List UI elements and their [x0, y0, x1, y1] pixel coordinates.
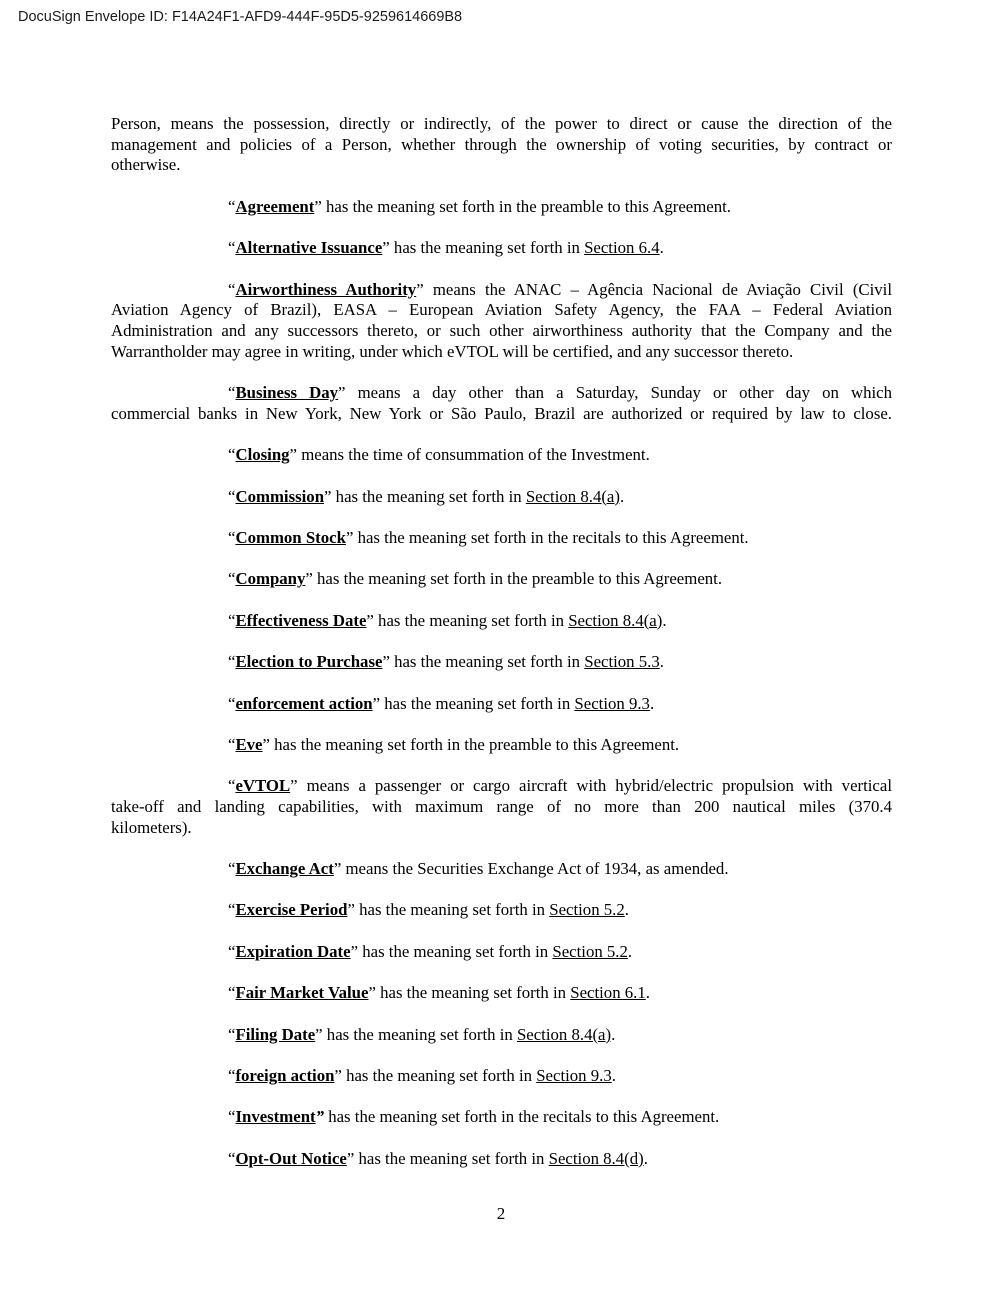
section-reference: Section 8.4(d)	[548, 1148, 644, 1168]
definition-investment	[111, 1087, 892, 1128]
definition-enforcement-action	[111, 673, 892, 714]
definition-first-line	[111, 942, 892, 963]
definition-text: means the ANAC – Agência Nacional de Aviação Civil (Civil	[423, 279, 892, 299]
open-quote: “	[228, 983, 236, 1003]
open-quote: “	[228, 527, 236, 547]
definition-text: has the meaning set forth in	[354, 900, 550, 920]
definition-filing-date	[111, 1004, 892, 1045]
open-quote: “	[228, 1024, 236, 1044]
close-quote: ”	[382, 238, 390, 258]
definitions-list	[111, 176, 892, 1169]
definition-fair-market-value	[111, 963, 892, 1004]
close-quote: ”	[366, 610, 374, 630]
close-quote: ”	[372, 693, 381, 713]
defined-term: Company	[235, 569, 306, 589]
page-footer	[0, 1204, 1002, 1224]
text-line: commercial banks in New York, New York or São Paulo, Brazil are authorized or required by law to close.	[111, 403, 892, 423]
definition-text: has the meaning set forth in	[358, 941, 553, 961]
open-quote: “	[228, 941, 236, 961]
docusign-envelope-id: DocuSign Envelope ID: F14A24F1-AFD9-444F-95D5-9259614669B8	[18, 9, 463, 25]
definition-text: has the meaning set forth in	[389, 238, 585, 258]
text-line: Person, means the possession, directly or indirectly, of the power to direct or cause the direction of the	[111, 114, 892, 133]
close-quote: ”	[350, 941, 359, 961]
definition-text-post: .	[627, 941, 633, 961]
defined-term: Filing Date	[235, 1024, 316, 1044]
definition-first-line	[111, 694, 892, 715]
text-line: management and policies of a Person, whether through the ownership of voting securities, by contract or	[111, 134, 892, 154]
close-quote: ”	[416, 279, 424, 299]
open-quote: “	[228, 569, 236, 589]
definition-expiration-date	[111, 921, 892, 962]
definition-text: means the time of consummation of the Investment.	[297, 445, 650, 465]
open-quote: “	[228, 734, 236, 754]
definition-opt-out-notice	[111, 1128, 892, 1169]
defined-term: Expiration Date	[235, 941, 351, 961]
continuation-paragraph	[111, 114, 892, 176]
definition-business-day	[111, 362, 892, 424]
open-quote: “	[228, 776, 236, 796]
definition-text: has the meaning set forth in the preamble to this Agreement.	[312, 569, 723, 589]
text-line: Administration and any successors thereto, or such other airworthiness authority that the Company and the	[111, 320, 892, 340]
definition-text: has the meaning set forth in the preamble to this Agreement.	[269, 734, 680, 754]
close-quote: ”	[368, 983, 376, 1003]
close-quote: ”	[305, 569, 313, 589]
definition-first-line	[111, 487, 892, 508]
definition-text: has the meaning set forth in the recitals to this Agreement.	[324, 1107, 720, 1127]
definition-text: has the meaning set forth in	[389, 652, 585, 672]
open-quote: “	[228, 1148, 236, 1168]
definition-first-line	[111, 238, 892, 259]
open-quote: “	[228, 1107, 236, 1127]
close-quote: ”	[324, 486, 332, 506]
definition-first-line	[111, 197, 892, 218]
close-quote: ”	[289, 445, 297, 465]
definition-eve	[111, 714, 892, 755]
close-quote: ”	[346, 1148, 355, 1168]
definition-text-post: .	[659, 652, 664, 672]
definition-first-line	[111, 569, 892, 590]
close-quote: ”	[315, 1107, 325, 1127]
definition-text-post: .	[649, 693, 655, 713]
defined-term: Alternative Issuance	[235, 238, 383, 258]
definition-text-post: .	[611, 1024, 616, 1044]
definition-company	[111, 549, 892, 590]
definition-text-post: .	[611, 1066, 616, 1086]
definition-agreement	[111, 176, 892, 217]
definition-first-line	[111, 859, 892, 880]
definition-closing	[111, 424, 892, 465]
defined-term: Commission	[235, 486, 325, 506]
section-reference: Section 8.4(a)	[525, 486, 620, 506]
close-quote: ”	[345, 527, 354, 547]
definition-common-stock	[111, 507, 892, 548]
definition-first-line	[111, 1066, 892, 1087]
section-reference: Section 9.3	[574, 693, 650, 713]
open-quote: “	[228, 693, 236, 713]
defined-term: Effectiveness Date	[235, 610, 367, 630]
open-quote: “	[228, 652, 236, 672]
definition-text: has the meaning set forth in	[341, 1066, 537, 1086]
definition-first-line	[111, 1025, 892, 1046]
definition-airworthiness-authority	[111, 259, 892, 363]
definition-exchange-act	[111, 838, 892, 879]
close-quote: ”	[262, 734, 270, 754]
defined-term: Fair Market Value	[235, 983, 369, 1003]
section-reference: Section 8.4(a)	[568, 610, 663, 630]
definition-text: has the meaning set forth in	[354, 1148, 549, 1168]
close-quote: ”	[338, 383, 346, 403]
definition-first-line	[111, 611, 892, 632]
definition-evtol	[111, 756, 892, 839]
defined-term: eVTOL	[235, 776, 291, 796]
defined-term: Business Day	[235, 383, 339, 403]
defined-term: Election to Purchase	[235, 652, 383, 672]
defined-term: Airworthiness Authority	[235, 279, 417, 299]
text-line: take-off and landing capabilities, with maximum range of no more than 200 nautical miles (370.4	[111, 797, 892, 816]
open-quote: “	[228, 486, 236, 506]
definition-first-line	[111, 383, 892, 404]
section-reference: Section 6.4	[584, 238, 660, 258]
close-quote: ”	[290, 776, 298, 796]
definition-text-post: .	[624, 900, 629, 920]
open-quote: “	[228, 1066, 236, 1086]
definition-foreign-action	[111, 1045, 892, 1086]
definition-text: has the meaning set forth in	[373, 610, 569, 630]
definition-text: has the meaning set forth in the recitals to this Agreement.	[353, 527, 749, 547]
definition-first-line	[111, 652, 892, 673]
definition-first-line	[111, 983, 892, 1004]
definition-first-line	[111, 445, 892, 466]
definition-first-line	[111, 528, 892, 549]
definition-first-line	[111, 735, 892, 756]
defined-term: Investment	[235, 1107, 316, 1127]
definition-text: means the Securities Exchange Act of 1934, as amended.	[341, 859, 729, 879]
close-quote: ”	[347, 900, 355, 920]
definition-text: has the meaning set forth in	[375, 983, 571, 1003]
definition-text: means a day other than a Saturday, Sunday or other day on which	[345, 383, 892, 403]
text-line: kilometers).	[111, 817, 192, 837]
definition-text-post: .	[659, 238, 664, 258]
defined-term: Closing	[235, 445, 290, 465]
definition-text-post: .	[645, 983, 650, 1003]
close-quote: ”	[382, 652, 390, 672]
defined-term: foreign action	[235, 1066, 335, 1086]
definition-text: has the meaning set forth in	[322, 1024, 517, 1044]
definition-alternative-issuance	[111, 218, 892, 259]
definition-text: means a passenger or cargo aircraft with hybrid/electric propulsion with vertical	[297, 776, 892, 796]
section-reference: Section 5.2	[552, 941, 628, 961]
page-number: 2	[496, 1204, 506, 1223]
definition-effectiveness-date	[111, 590, 892, 631]
section-reference: Section 8.4(a)	[516, 1024, 612, 1044]
definition-first-line	[111, 776, 892, 797]
definition-text: has the meaning set forth in the preamble to this Agreement.	[321, 196, 731, 216]
close-quote: ”	[314, 196, 322, 216]
close-quote: ”	[334, 1066, 342, 1086]
defined-term: Common Stock	[235, 527, 346, 547]
section-reference: Section 9.3	[536, 1066, 612, 1086]
definition-first-line	[111, 280, 892, 301]
defined-term: Agreement	[235, 196, 315, 216]
definition-text-post: .	[619, 486, 625, 506]
definition-text: has the meaning set forth in	[380, 693, 575, 713]
defined-term: Exchange Act	[235, 859, 334, 879]
definition-first-line	[111, 1149, 892, 1170]
open-quote: “	[228, 383, 236, 403]
definition-text: has the meaning set forth in	[331, 486, 526, 506]
definition-commission	[111, 466, 892, 507]
defined-term: Exercise Period	[235, 900, 348, 920]
open-quote: “	[228, 238, 236, 258]
open-quote: “	[228, 859, 236, 879]
open-quote: “	[228, 610, 236, 630]
definition-first-line	[111, 900, 892, 921]
definition-exercise-period	[111, 880, 892, 921]
section-reference: Section 5.3	[584, 652, 660, 672]
defined-term: Opt-Out Notice	[235, 1148, 347, 1168]
section-reference: Section 5.2	[549, 900, 625, 920]
text-line: otherwise.	[111, 155, 181, 175]
text-line: Aviation Agency of Brazil), EASA – European Aviation Safety Agency, the FAA – Federal Aviation	[111, 300, 892, 320]
open-quote: “	[228, 196, 236, 216]
open-quote: “	[228, 445, 236, 465]
defined-term: Eve	[235, 734, 263, 754]
section-reference: Section 6.1	[570, 983, 646, 1003]
close-quote: ”	[315, 1024, 323, 1044]
definition-text-post: .	[643, 1148, 648, 1168]
open-quote: “	[228, 900, 236, 920]
close-quote: ”	[333, 859, 342, 879]
definition-first-line	[111, 1107, 892, 1128]
document-body	[111, 114, 892, 1170]
definition-election-to-purchase	[111, 631, 892, 672]
definition-text-post: .	[662, 610, 667, 630]
defined-term: enforcement action	[235, 693, 373, 713]
text-line: Warrantholder may agree in writing, under which eVTOL will be certified, and any successor thereto.	[111, 341, 794, 361]
open-quote: “	[228, 279, 236, 299]
